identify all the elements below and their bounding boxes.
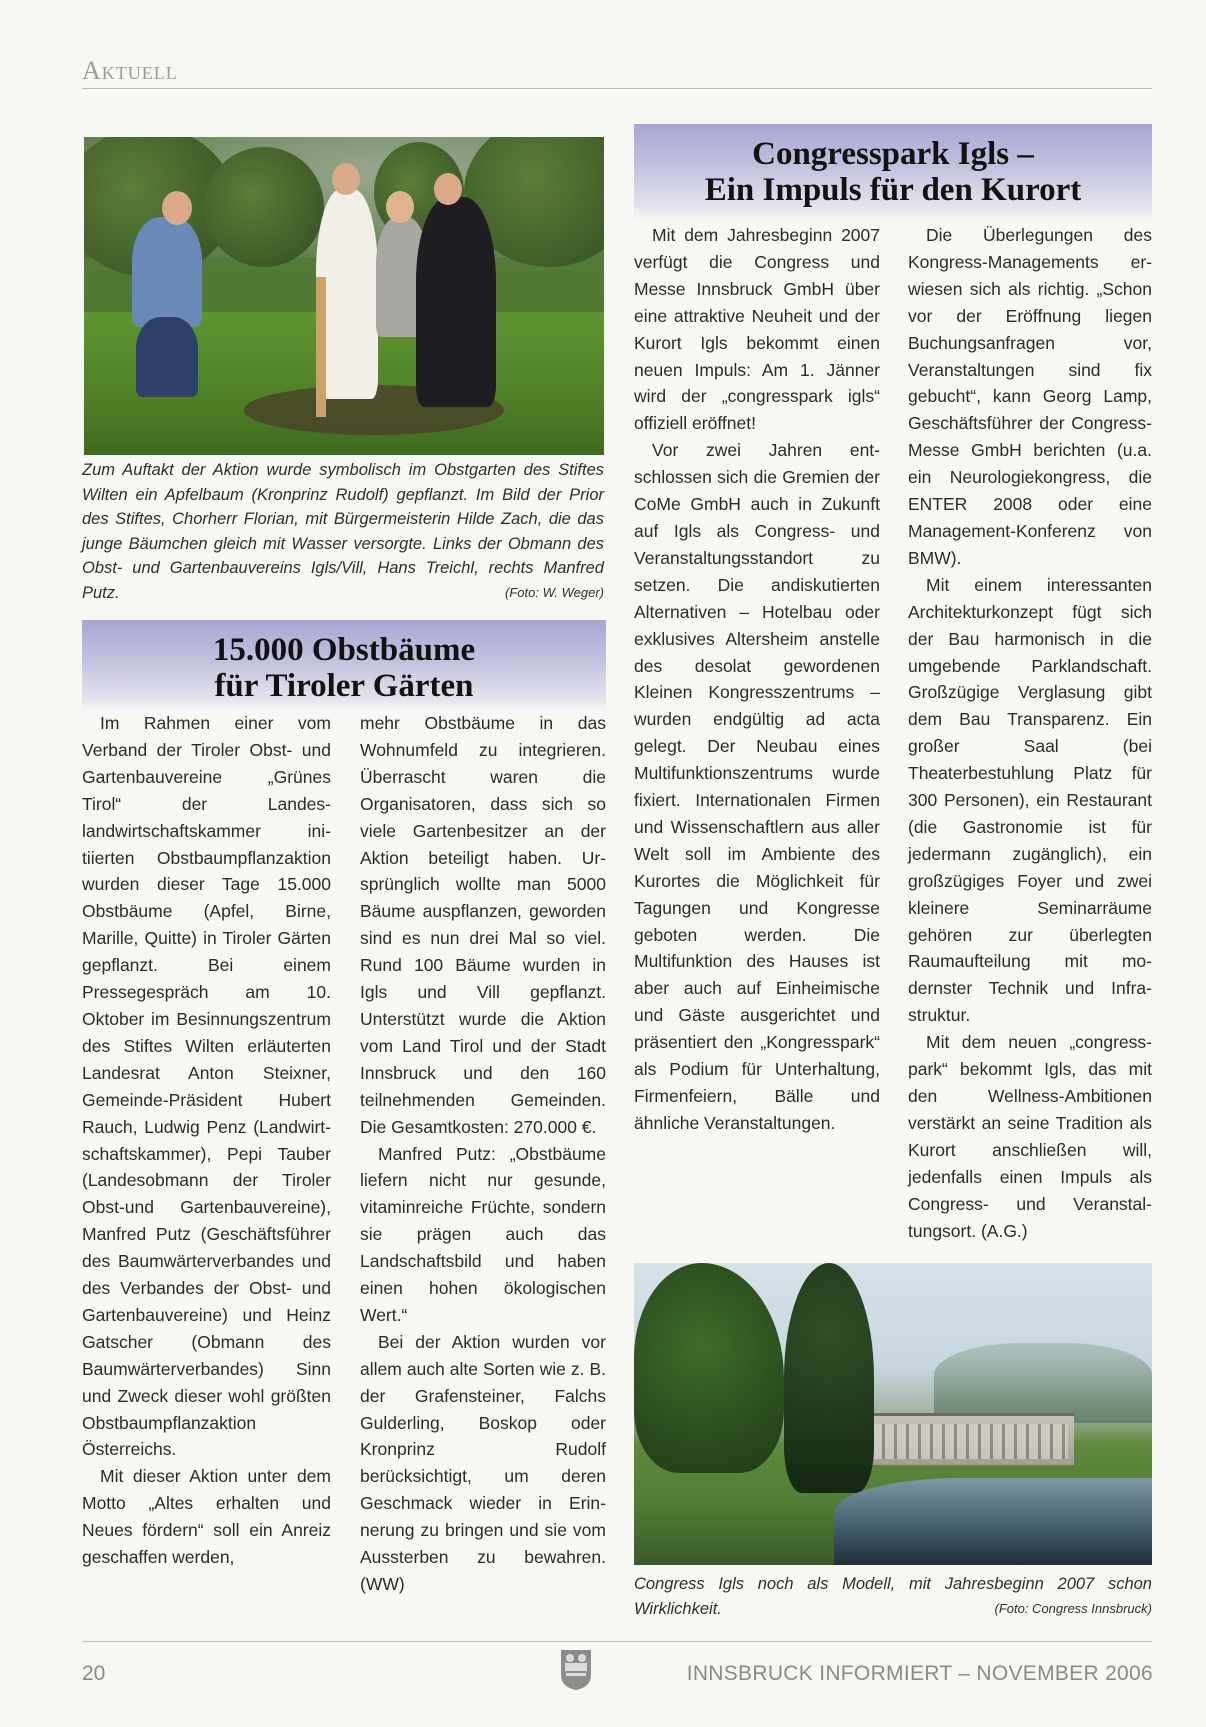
paragraph: Die Überlegungen des Kongress-Managements erwiesen sich als richtig. „Schon vor der Eröffnung liegen Buchungsanfragen vor, Veranstaltungen sind fix gebucht“, kann Georg Lamp, Geschäftsführer der Congress-Messe GmbH berichten (u.a. ein Neurologiekongress, die ENTER 2008 oder eine Management-Konferenz von BMW). — [908, 225, 1152, 568]
article1-column-2 — [360, 710, 606, 1598]
article2-headline-box — [634, 124, 1152, 220]
header-rule — [82, 88, 1152, 89]
footer-rule — [82, 1641, 1152, 1642]
article2-headline — [634, 124, 1152, 208]
paragraph: Bei der Aktion wurden vor allem auch alte Sorten wie z. B. der Grafensteiner, Falchs Gulderling, Boskop oder Kronprinz Rudolf berücksichtigt, um deren Geschmack wieder in Erinnerung zu bringen und sie vom Aussterben zu bewahren. (WW) — [360, 1331, 606, 1594]
article2-column-2 — [908, 222, 1152, 1244]
article2-column-1 — [634, 222, 880, 1137]
publication-title: INNSBRUCK INFORMIERT – NOVEMBER 2006 — [686, 1662, 1153, 1685]
paragraph: mehr Obstbäume in das Wohnumfeld zu integrieren. Überrascht waren die Organisatoren, dass sich so viele Gartenbesitzer an der Aktion beteiligt haben. Ursprünglich wollte man 5000 Bäume auspflanzen, geworden sind es nun drei Mal so viel. Rund 100 Bäume wurden in Igls und Vill gepflanzt. Unterstützt wurde die Aktion vom Land Tirol und der Stadt Innsbruck und den 160 teilnehmenden Gemeinden. Die Gesamtkosten: 270.000 €. — [360, 713, 606, 1137]
photo1-credit: (Foto: W. Weger) — [505, 584, 604, 600]
article1-headline-box — [82, 620, 606, 712]
photo1-caption — [82, 458, 604, 605]
section-label: Aktuell — [82, 56, 178, 85]
paragraph: Mit dem neuen „congresspark“ bekommt Igls, das mit den Wellness-Ambitionen verstärkt an seine Tradition als Kurort anschließen will, jedenfalls einen Impuls als Congress- und Veranstaltungsort. (A.G.) — [908, 1032, 1152, 1241]
page-number: 20 — [82, 1662, 106, 1685]
article2-headline-line1: Congresspark Igls – — [752, 136, 1034, 172]
article1-headline-line1: 15.000 Obstbäume — [212, 632, 476, 668]
article2-headline-line2: Ein Impuls für den Kurort — [704, 172, 1082, 208]
paragraph: Im Rahmen einer vom Verband der Tiroler Obst- und Gartenbauvereine „Grünes Tirol“ der Landeslandwirtschaftskammer initiierten Obstbaumpflanzaktion wurden dieser Tage 15.000 Obstbäume (Apfel, Birne, Marille, Quitte) in Tiroler Gärten gepflanzt. Bei einem Pressegespräch am 10. Oktober im Besinnungszentrum des Stiftes Wilten erläuterten Landesrat Anton Steixner, Gemeinde-Präsident Hubert Rauch, Ludwig Penz (Landwirtschaftskammer), Pepi Tauber (Landesobmann der Tiroler Obst-und Gartenbauvereine), Manfred Putz (Geschäftsführer des Baumwärterverbandes und des Verbandes der Obst- und Gartenbauvereine) und Heinz Gatscher (Obmann des Baumwärterverbandes) Sinn und Zweck dieser wohl größten Obstbaumpflanzaktion Österreichs. — [82, 713, 331, 1460]
paragraph: Mit dieser Aktion unter dem Motto „Altes erhalten und Neues fördern“ soll ein Anreiz geschaffen werden, — [82, 1466, 331, 1568]
article1-column-1 — [82, 710, 331, 1571]
photo2-caption — [634, 1572, 1152, 1621]
paragraph: Mit dem Jahresbeginn 2007 verfügt die Congress und Messe Innsbruck GmbH über eine attraktive Neuheit und der Kurort Igls bekommt einen neuen Impuls: Am 1. Jänner wird der „congresspark igls“ offiziell eröffnet! — [634, 225, 880, 434]
photo2-caption-text: Congress Igls noch als Modell, mit Jahresbeginn 2007 schon Wirklichkeit. — [634, 1575, 1152, 1618]
paragraph: Manfred Putz: „Obstbäume liefern nicht nur gesunde, vitaminreiche Früchte, sondern sie prägen auch das Landschaftsbild und haben einen hohen ökologischen Wert.“ — [360, 1143, 606, 1325]
paragraph: Mit einem interessanten Architekturkonzept fügt sich der Bau harmonisch in die umgebende Parklandschaft. Großzügige Verglasung gibt dem Bau Transparenz. Ein großer Saal (bei Theaterbestuhlung Platz für 300 Personen), ein Restaurant (die Gastronomie ist für jedermann zugänglich), ein großzügiges Foyer und zwei kleinere Seminarräume gehören zur überlegten Raumaufteilung mit modernster Technik und Infrastruktur. — [908, 574, 1152, 1026]
photo1-caption-text: Zum Auftakt der Aktion wurde symbolisch im Obstgarten des Stiftes Wilten ein Apfelbaum (Kronprinz Rudolf) gepflanzt. Im Bild der Prior des Stiftes, Chorherr Florian, mit Bürgermeisterin Hilde Zach, die das junge Bäumchen gleich mit Wasser versorgte. Links der Obmann des Obst- und Gartenbauvereins Igls/Vill, Hans Treichl, rechts Manfred Putz. — [82, 461, 604, 602]
photo2-credit: (Foto: Congress Innsbruck) — [994, 1600, 1152, 1616]
orchard-photo — [84, 137, 604, 455]
city-crest-icon — [560, 1649, 592, 1691]
article1-headline — [82, 620, 606, 704]
paragraph: Vor zwei Jahren entschlossen sich die Gremien der CoMe GmbH auch in Zukunft auf Igls als Congress- und Veranstaltungsstandort zu setzen. Die andiskutierten Alternativen – Hotelbau oder exklusives Altersheim anstelle des desolat gewordenen Kleinen Kongresszentrums – wurden endgültig ad acta gelegt. Der Neubau eines Multifunktionszentrums wurde fixiert. Internationalen Firmen und Wissenschaftlern aus aller Welt soll im Ambiente des Kurortes die Möglichkeit für Tagungen und Kongresse geboten werden. Die Multifunktion des Hauses ist aber auch auf Einheimische und Gäste ausgerichtet und präsentiert den „Kongresspark“ als Podium für Unterhaltung, Firmenfeiern, Bälle und ähnliche Veranstaltungen. — [634, 440, 880, 1133]
article1-headline-line2: für Tiroler Gärten — [214, 668, 474, 704]
congress-park-photo — [634, 1263, 1152, 1565]
